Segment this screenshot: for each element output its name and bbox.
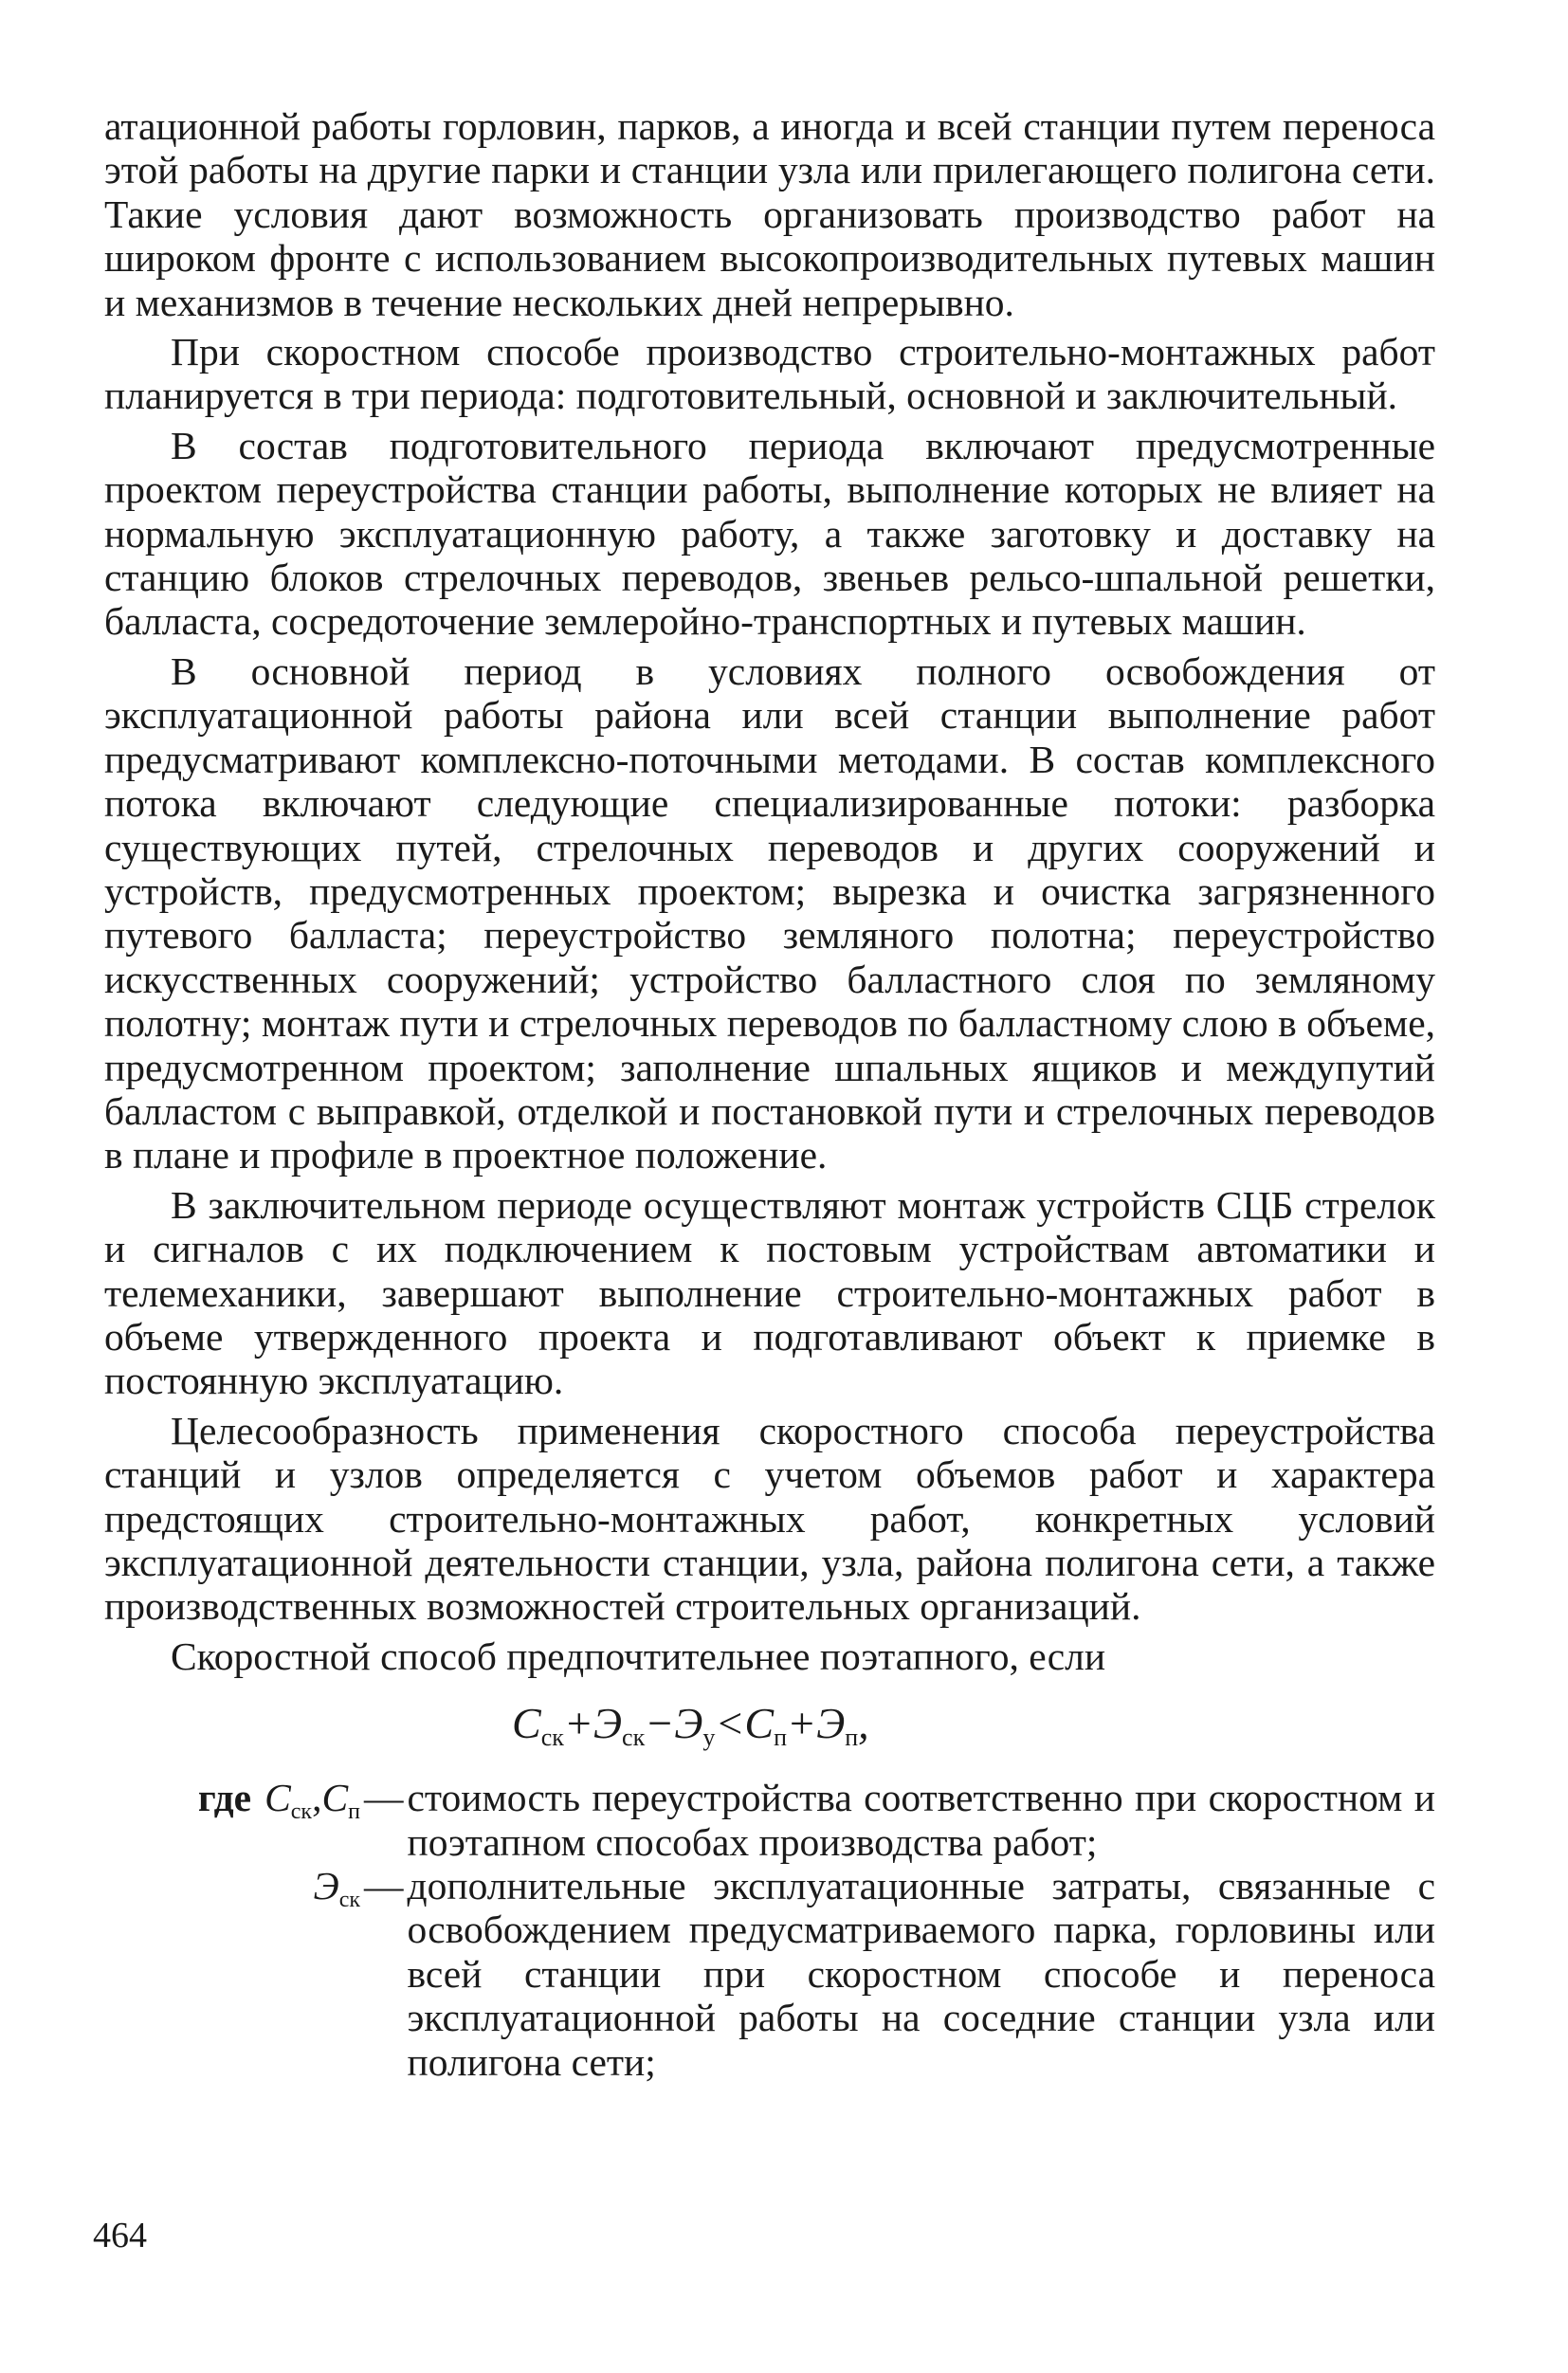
formula-c-sk: C <box>512 1699 541 1748</box>
where-label: где <box>197 1776 252 1820</box>
paragraph-final-period: В заключительном периоде осуществляют монтаж устройств СЦБ стрелок и сигналов с их подключением к постовым устройствам автоматики и телемеханики, завершают выполнение строительно-монтажных работ в объеме утвержденного проекта и подготавливают объект к приемке в постоянную эксплуатацию. <box>104 1182 1435 1403</box>
definition-text: дополнительные эксплуатационные затраты, связанные с освобождением предусматриваемого парка, горловины или всей станции при скоростном способе и переноса эксплуатационной работы на соседние станции узла или полигона сети; <box>407 1864 1435 2084</box>
definition-text: стоимость переустройства соответственно при скоростном и поэтапном способах производства работ; <box>407 1776 1435 1864</box>
definition-item: $Э_{ск}$ — дополнительные эксплуатационные затраты, связанные с освобождением предусматриваемого парка, горловины или всей станции при скоростном способе и переноса эксплуатационной работы на соседние станции узла или полигона сети; <box>104 1864 1435 2084</box>
definition-item: где $C_{ск},C_п$ — стоимость переустройства соответственно при скоростном и поэтапном способах производства работ; <box>104 1776 1435 1864</box>
formula-e-y: Э <box>674 1699 703 1748</box>
formula-c-p: C <box>744 1699 775 1748</box>
paragraph-main-period: В основной период в условиях полного освобождения от эксплуатационной работы района или всей станции выполнение работ предусматривают комплексно-поточными методами. В состав комплексного потока включают следующие специализированные потоки: разборка существующих путей, стрелочных переводов и других сооружений и устройств, предусмотренных проектом; вырезка и очистка загрязненного путевого балласта; переустройство земляного полотна; переустройство искусственных сооружений; устройство балластного слоя по земляному полотну; монтаж пути и стрелочных переводов по балластному слою в объеме, предусмотренном проектом; заполнение шпальных ящиков и междупутий балластом с выправкой, отделкой и постановкой пути и стрелочных переводов в плане и профиле в проектное положение. <box>104 648 1435 1177</box>
definitions-list <box>104 1776 1435 2084</box>
paragraph-expediency: Целесообразность применения скоростного способа переустройства станций и узлов определяется с учетом объемов работ и характера предстоящих строительно-монтажных работ, конкретных условий эксплуатационной деятельности станции, узла, района полигона сети, а также производственных возможностей строительных организаций. <box>104 1408 1435 1629</box>
paragraph-condition: Скоростной способ предпочтительнее поэтапного, если <box>171 1634 1106 1678</box>
cost-inequality-formula: $C_{ск}+Э_{ск}-Э_у<C_п+Э_п$, <box>512 1699 869 1752</box>
formula-e-p: Э <box>816 1699 846 1748</box>
page-number: 464 <box>93 2216 147 2255</box>
paragraph-periods: При скоростном способе производство строительно-монтажных работ планируется в три периода: подготовительный, основной и заключительный. <box>104 330 1435 418</box>
formula-e-sk: Э <box>593 1699 623 1748</box>
definition-symbol: где $C_{ск},C_п$ <box>197 1776 360 1825</box>
definition-symbol: $Э_{ск}$ <box>313 1864 360 1913</box>
paragraph-continuation: атационной работы горловин, парков, а иногда и всей станции путем переноса этой работы на другие парки и станции узла или прилегающего полигона сети. Такие условия дают возможность организовать производство работ на широком фронте с использованием высокопроизводительных путевых машин и механизмов в течение нескольких дней непрерывно. <box>104 104 1435 324</box>
paragraph-preparatory: В состав подготовительного периода включают предусмотренные проектом переустройства станции работы, выполнение которых не влияет на нормальную эксплуатационную работу, а также заготовку и доставку на станцию блоков стрелочных переводов, звеньев рельсо-шпальной решетки, балласта, сосредоточение землеройно-транспортных и путевых машин. <box>104 423 1435 644</box>
